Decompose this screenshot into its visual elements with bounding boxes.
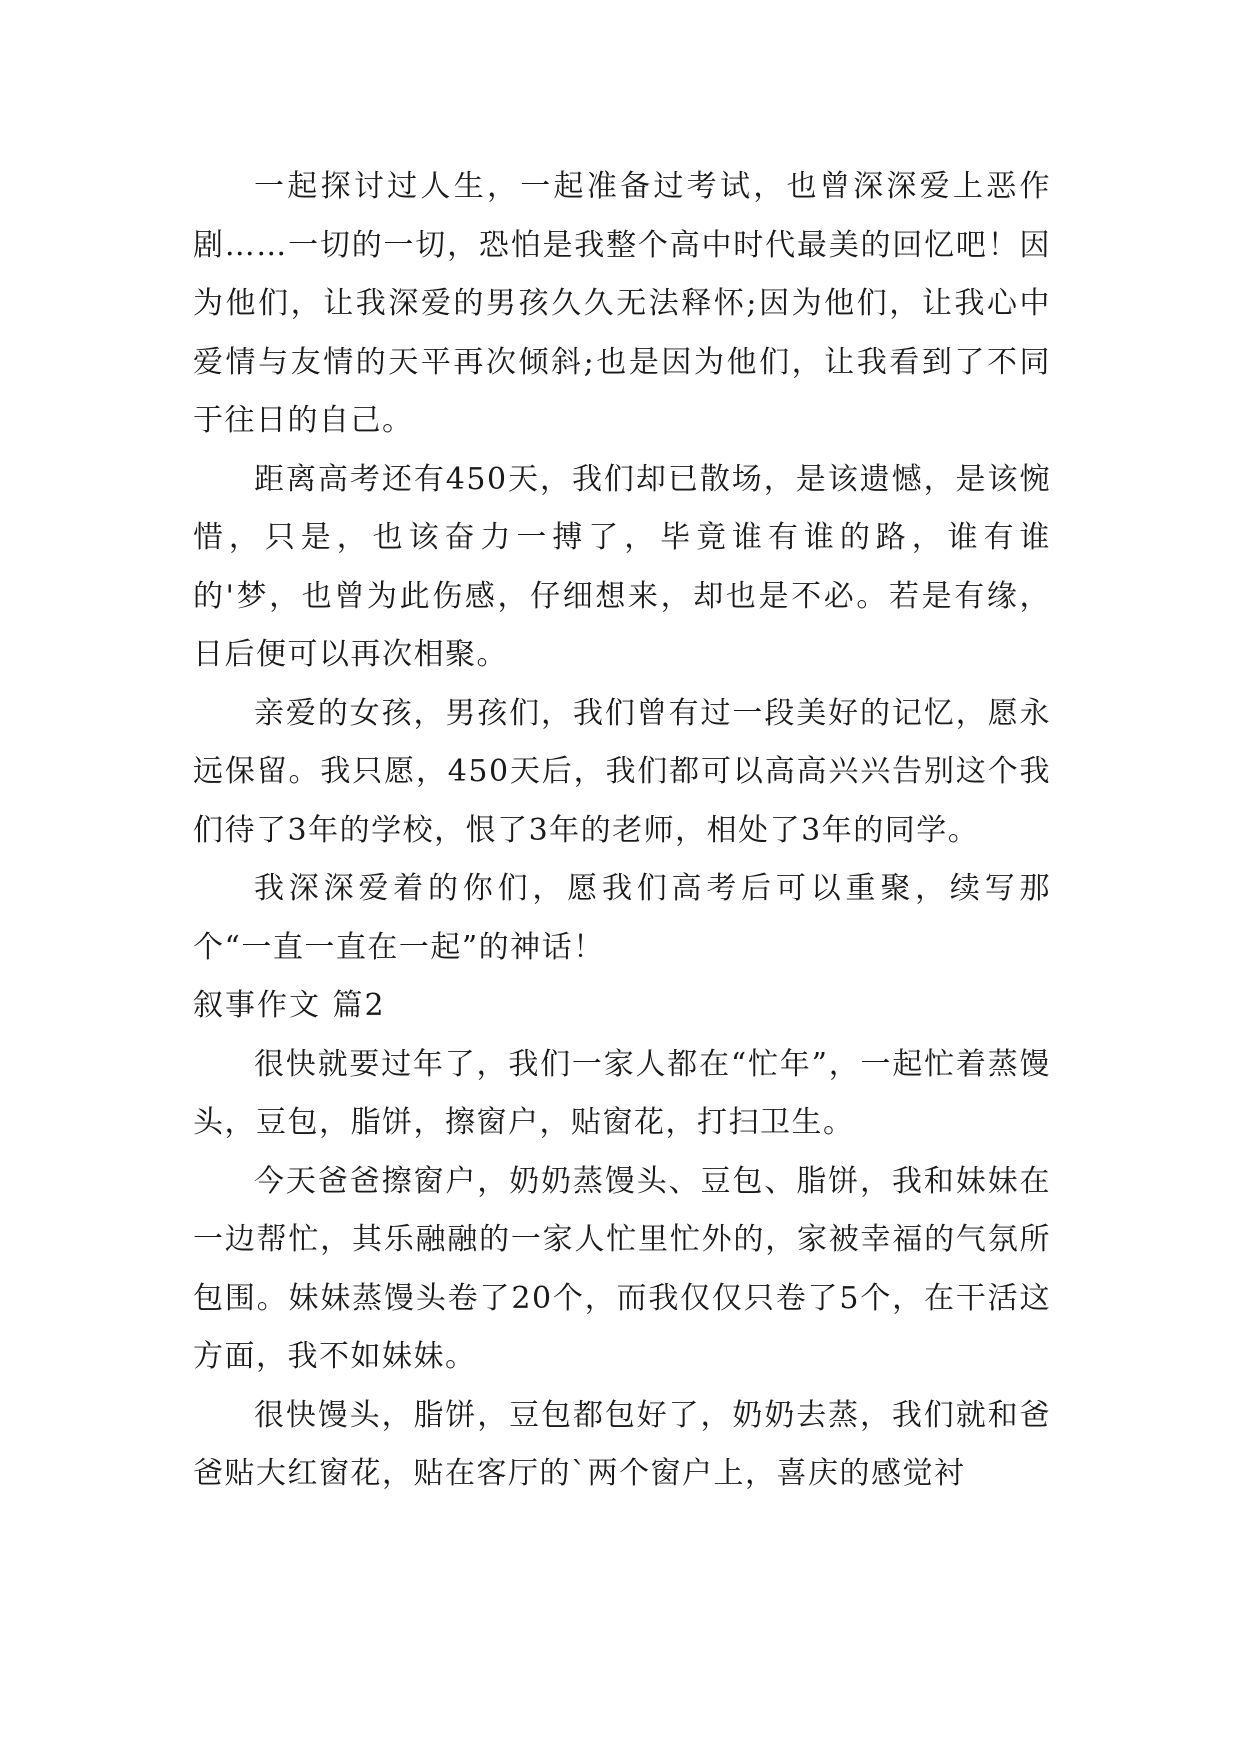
section-heading: 叙事作文 篇2 (193, 988, 386, 1023)
paragraph-3: 亲爱的女孩，男孩们，我们曾有过一段美好的记忆，愿永远保留。我只愿，450天后，我们都可以高高兴兴告别这个我们待了3年的学校，恨了3年的老师，相处了3年的同学。 (193, 695, 1051, 848)
paragraph-5: 很快就要过年了，我们一家人都在“忙年”，一起忙着蒸馒头，豆包，脂饼，擦窗户，贴窗花，打扫卫生。 (193, 1046, 1051, 1140)
paragraph-6: 今天爸爸擦窗户，奶奶蒸馒头、豆包、脂饼，我和妹妹在一边帮忙，其乐融融的一家人忙里忙外的，家被幸福的气氛所包围。妹妹蒸馒头卷了20个，而我仅仅只卷了5个，在干活这方面，我不如妹妹。 (193, 1163, 1051, 1374)
paragraph-1: 一起探讨过人生，一起准备过考试，也曾深深爱上恶作剧……一切的一切，恐怕是我整个高中时代最美的回忆吧！因为他们，让我深爱的男孩久久无法释怀;因为他们，让我心中爱情与友情的天平再次倾斜;也是因为他们，让我看到了不同于往日的自己。 (193, 169, 1051, 438)
document-body (193, 158, 1051, 1504)
paragraph-4: 我深深爱着的你们，愿我们高考后可以重聚，续写那个“一直一直在一起”的神话！ (193, 871, 1051, 965)
paragraph-2: 距离高考还有450天，我们却已散场，是该遗憾，是该惋惜，只是，也该奋力一搏了，毕竟谁有谁的路，谁有谁的'梦，也曾为此伤感，仔细想来，却也是不必。若是有缘，日后便可以再次相聚。 (193, 461, 1051, 672)
paragraph-7: 很快馒头，脂饼，豆包都包好了，奶奶去蒸，我们就和爸爸贴大红窗花，贴在客厅的`两个窗户上，喜庆的感觉衬 (193, 1397, 1051, 1491)
